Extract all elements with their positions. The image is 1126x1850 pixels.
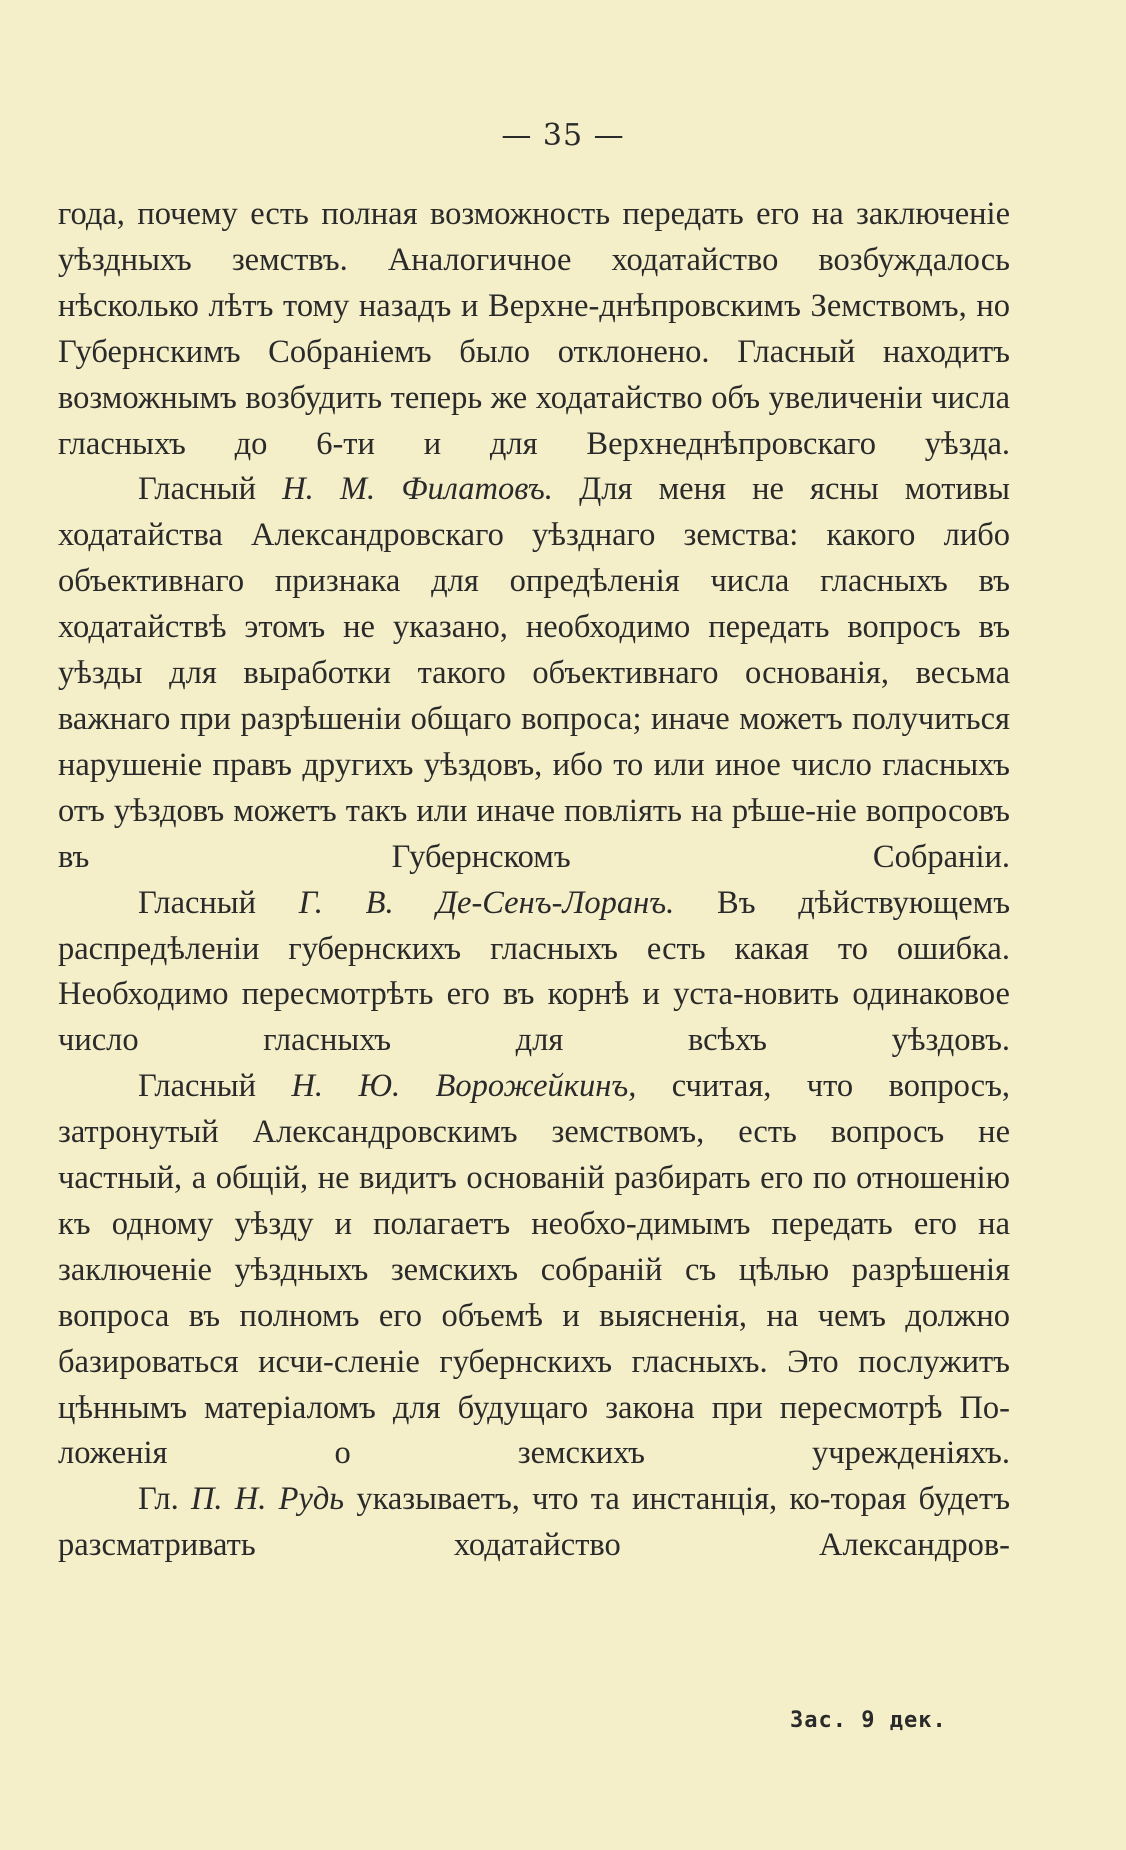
speaker-prefix: Гл. xyxy=(138,1481,191,1518)
speaker-prefix: Гласный xyxy=(138,884,299,921)
speaker-name: П. Н. Рудь xyxy=(190,1481,345,1518)
body-text xyxy=(58,192,1010,1569)
paragraph-text: указываетъ, что та инстанція, ко-торая будетъ разсматривать ходатайство Александров- xyxy=(58,1481,1010,1564)
speaker-name: Г. В. Де-Сенъ-Лоранъ. xyxy=(298,884,675,921)
paragraph xyxy=(58,467,1010,880)
speaker-prefix: Гласный xyxy=(138,471,283,508)
paragraph xyxy=(58,192,1010,467)
signature-mark: Зас. 9 дек. xyxy=(790,1708,947,1733)
speaker-name: Н. М. Филатовъ. xyxy=(282,471,553,508)
paragraph xyxy=(58,1477,1010,1569)
paragraph-text: года, почему есть полная возможность передать его на заключеніе уѣздныхъ земствъ. Аналогичное ходатайство возбуждалось нѣсколько лѣтъ тому назадъ и Верхне-днѣпровскимъ Земствомъ, но Губернскимъ Собраніемъ было отклонено. Гласный находитъ возможнымъ возбудить теперь же ходатайство объ увеличеніи числа гласныхъ до 6-ти и для Верхнеднѣпровскаго уѣзда. xyxy=(58,196,1010,462)
speaker-prefix: Гласный xyxy=(138,1068,292,1105)
paragraph-text: Въ дѣйствующемъ распредѣленіи губернскихъ гласныхъ есть какая то ошибка. Необходимо пересмотрѣть его въ корнѣ и уста-новить одинаковое число гласныхъ для всѣхъ уѣздовъ. xyxy=(58,884,1011,1059)
paragraph xyxy=(58,1064,1010,1477)
paragraph-text: Для меня не ясны мотивы ходатайства Александровскаго уѣзднаго земства: какого либо объективнаго признака для опредѣленія числа гласныхъ въ ходатайствѣ этомъ не указано, необходимо передать вопросъ въ уѣзды для выработки такого объективнаго основанія, весьма важнаго при разрѣшеніи общаго вопроса; иначе можетъ получиться нарушеніе правъ другихъ уѣздовъ, ибо то или иное число гласныхъ отъ уѣздовъ можетъ такъ или иначе повліять на рѣше-ніе вопросовъ въ Губернскомъ Собраніи. xyxy=(58,471,1010,875)
paragraph xyxy=(58,881,1010,1065)
paragraph-text: считая, что вопросъ, затронутый Александровскимъ земствомъ, есть вопросъ не частный, а общій, не видитъ основаній разбирать его по отношенію къ одному уѣзду и полагаетъ необхо-димымъ передать его на заключеніе уѣздныхъ земскихъ собраній съ цѣлью разрѣшенія вопроса въ полномъ его объемѣ и выясненія, на чемъ должно базироваться исчи-сленіе губернскихъ гласныхъ. Это послужитъ цѣннымъ матеріаломъ для будущаго закона при пересмотрѣ По-ложенія о земскихъ учрежденіяхъ. xyxy=(58,1068,1010,1472)
speaker-name: Н. Ю. Ворожейкинъ, xyxy=(291,1068,637,1105)
page-number: — 35 — xyxy=(501,118,625,153)
